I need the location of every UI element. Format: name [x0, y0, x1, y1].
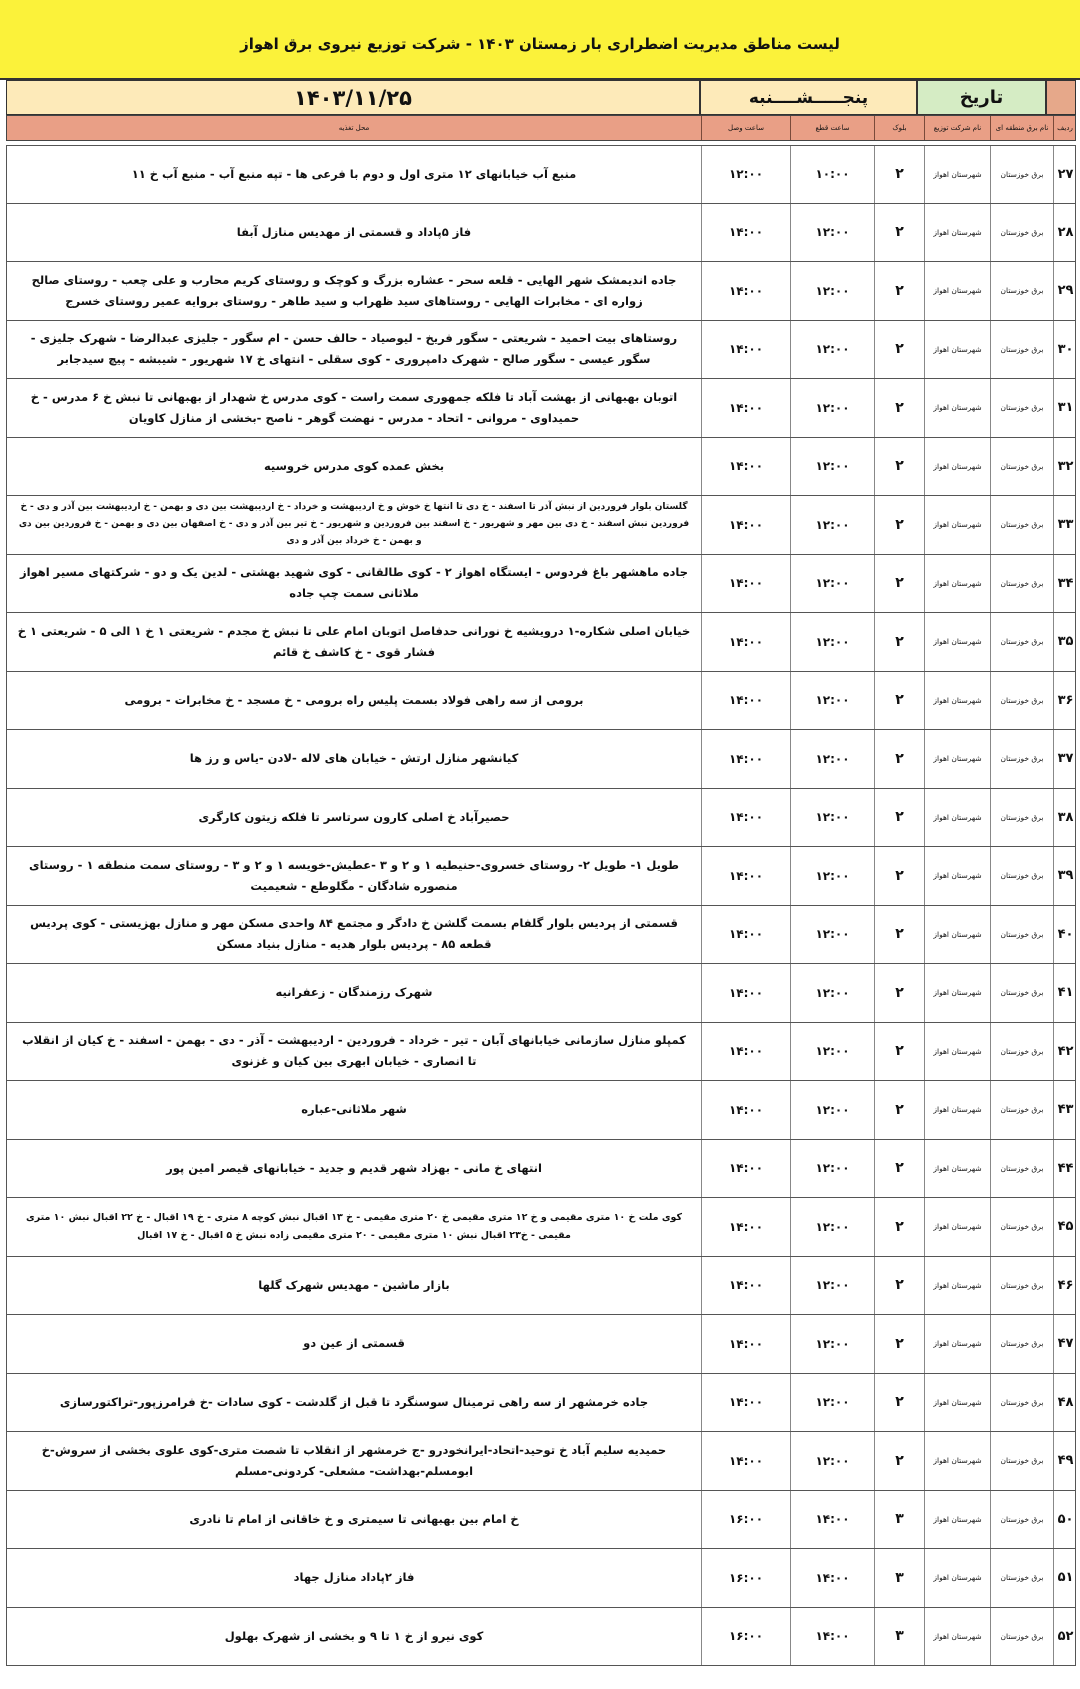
block-cell: ۲: [874, 262, 924, 320]
block-cell: ۲: [874, 1374, 924, 1432]
connect-time-cell: ۱۴:۰۰: [701, 438, 790, 496]
block-cell: ۲: [874, 496, 924, 554]
table-row: [6, 1374, 1076, 1433]
company-cell: شهرستان اهواز: [924, 1374, 990, 1432]
table-row: [6, 1257, 1076, 1316]
col-company: نام شرکت توزیع: [924, 116, 990, 140]
company-cell: شهرستان اهواز: [924, 730, 990, 788]
table-row: [6, 964, 1076, 1023]
region-cell: برق خوزستان: [990, 613, 1053, 671]
row-number-cell: ۳۶: [1053, 672, 1077, 730]
region-cell: برق خوزستان: [990, 1608, 1053, 1666]
company-cell: شهرستان اهواز: [924, 1023, 990, 1081]
location-cell: حمیدیه سلیم آباد خ توحید-اتحاد-ایرانخودرو -ج خرمشهر از انقلاب تا شصت متری-کوی علوی بخشی از سروش-خ ابومسلم-بهداشت- مشعلی- کردونی-مسلم: [41, 1442, 667, 1478]
region-cell: برق خوزستان: [990, 204, 1053, 262]
row-number-cell: ۳۸: [1053, 789, 1077, 847]
company-cell: شهرستان اهواز: [924, 613, 990, 671]
company-cell: شهرستان اهواز: [924, 847, 990, 905]
region-cell: برق خوزستان: [990, 1549, 1053, 1607]
row-number-cell: ۳۴: [1053, 555, 1077, 613]
corner-cell: [1046, 80, 1076, 115]
location-cell: کیانشهر منازل ارتش - خیابان های لاله -لادن -یاس و رز ها: [189, 751, 519, 766]
company-cell: شهرستان اهواز: [924, 1198, 990, 1256]
location-cell: خیابان اصلی شکاره-۱ درویشیه خ نورانی حدفاصل اتوبان امام علی تا نبش خ مجدم - شریعتی ۱ خ ۱ الی ۵ - شریعتی ۱ خ فشار قوی - خ کاشف خ قائم: [17, 623, 691, 659]
cut-time-cell: ۱۲:۰۰: [790, 847, 874, 905]
company-cell: شهرستان اهواز: [924, 906, 990, 964]
cut-time-cell: ۱۰:۰۰: [790, 146, 874, 203]
cut-time-cell: ۱۲:۰۰: [790, 1257, 874, 1315]
region-cell: برق خوزستان: [990, 1198, 1053, 1256]
connect-time-cell: ۱۴:۰۰: [701, 789, 790, 847]
connect-time-cell: ۱۴:۰۰: [701, 555, 790, 613]
region-cell: برق خوزستان: [990, 1023, 1053, 1081]
block-cell: ۲: [874, 847, 924, 905]
cut-time-cell: ۱۲:۰۰: [790, 262, 874, 320]
company-cell: شهرستان اهواز: [924, 379, 990, 437]
connect-time-cell: ۱۴:۰۰: [701, 1081, 790, 1139]
connect-time-cell: ۱۴:۰۰: [701, 1023, 790, 1081]
region-cell: برق خوزستان: [990, 964, 1053, 1022]
cut-time-cell: ۱۲:۰۰: [790, 321, 874, 379]
col-region: نام برق منطقه ای: [990, 116, 1053, 140]
table-row: [6, 321, 1076, 380]
block-cell: ۲: [874, 204, 924, 262]
region-cell: برق خوزستان: [990, 321, 1053, 379]
connect-time-cell: ۱۶:۰۰: [701, 1608, 790, 1666]
table-row: [6, 1023, 1076, 1082]
location-cell: بخش عمده کوی مدرس خروسیه: [263, 458, 445, 473]
region-cell: برق خوزستان: [990, 146, 1053, 203]
connect-time-cell: ۱۴:۰۰: [701, 730, 790, 788]
cut-time-cell: ۱۲:۰۰: [790, 1198, 874, 1256]
region-cell: برق خوزستان: [990, 730, 1053, 788]
table-row: [6, 496, 1076, 555]
row-number-cell: ۴۹: [1053, 1432, 1077, 1490]
table-row: [6, 906, 1076, 965]
block-cell: ۲: [874, 906, 924, 964]
cut-time-cell: ۱۲:۰۰: [790, 1023, 874, 1081]
table-row: [6, 730, 1076, 789]
location-cell: شهر ملاثانی-عباره: [301, 1102, 407, 1117]
block-cell: ۲: [874, 1023, 924, 1081]
cut-time-cell: ۱۲:۰۰: [790, 555, 874, 613]
region-cell: برق خوزستان: [990, 1374, 1053, 1432]
connect-time-cell: ۱۴:۰۰: [701, 204, 790, 262]
row-number-cell: ۴۸: [1053, 1374, 1077, 1432]
table-row: [6, 145, 1076, 204]
table-row: [6, 204, 1076, 263]
row-number-cell: ۴۰: [1053, 906, 1077, 964]
location-cell: برومی از سه راهی فولاد بسمت پلیس راه برومی - خ مسجد - خ مخابرات - برومی: [124, 692, 584, 707]
location-cell: انتهای خ مانی - بهزاد شهر قدیم و جدید - خیابانهای قیصر امین پور: [166, 1160, 542, 1175]
cut-time-cell: ۱۲:۰۰: [790, 1374, 874, 1432]
location-cell: حصیرآباد خ اصلی کارون سرتاسر تا فلکه زیتون کارگری: [198, 809, 510, 824]
location-cell: فاز ۲پاداد منازل جهاد: [293, 1570, 415, 1585]
company-cell: شهرستان اهواز: [924, 262, 990, 320]
row-number-cell: ۳۷: [1053, 730, 1077, 788]
block-cell: ۲: [874, 1432, 924, 1490]
location-cell: جاده خرمشهر از سه راهی ترمینال سوسنگرد تا قبل از گلدشت - کوی سادات -خ فرامرزپور-تراکتورسازی: [59, 1394, 649, 1409]
table-row: [6, 613, 1076, 672]
outage-table: [6, 145, 1076, 1666]
connect-time-cell: ۱۴:۰۰: [701, 262, 790, 320]
block-cell: ۳: [874, 1549, 924, 1607]
location-cell: گلستان بلوار فروردین از نبش آذر تا اسفند - خ دی تا انتها خ خوش و خ اردیبهشت و خرداد - خ اردیبهشت بین دی و بهمن - خ اردیبهشت بین آذر و دی - خ فروردین نبش اسفند - خ دی بین مهر و شهریور - خ اسفند بین فروردین و شهریور - خ تیر بین آذر و دی - خ اصفهان بین دی و بهمن - خ فروردین بین دی و بهمن - خ خرداد بین آذر و دی: [18, 502, 690, 547]
block-cell: ۲: [874, 1081, 924, 1139]
connect-time-cell: ۱۴:۰۰: [701, 379, 790, 437]
connect-time-cell: ۱۴:۰۰: [701, 1198, 790, 1256]
connect-time-cell: ۱۶:۰۰: [701, 1491, 790, 1549]
location-cell: شهرک رزمندگان - زعفرانیه: [275, 985, 433, 1000]
column-header-row: [6, 115, 1076, 141]
cut-time-cell: ۱۴:۰۰: [790, 1491, 874, 1549]
col-connect-time: ساعت وصل: [701, 116, 790, 140]
row-number-cell: ۴۱: [1053, 964, 1077, 1022]
table-row: [6, 789, 1076, 848]
row-number-cell: ۴۲: [1053, 1023, 1077, 1081]
block-cell: ۳: [874, 1608, 924, 1666]
connect-time-cell: ۱۴:۰۰: [701, 1257, 790, 1315]
connect-time-cell: ۱۴:۰۰: [701, 1374, 790, 1432]
block-cell: ۲: [874, 672, 924, 730]
row-number-cell: ۴۵: [1053, 1198, 1077, 1256]
company-cell: شهرستان اهواز: [924, 1491, 990, 1549]
row-number-cell: ۲۷: [1053, 146, 1077, 203]
region-cell: برق خوزستان: [990, 1432, 1053, 1490]
location-cell: جاده اندیمشک شهر الهایی - قلعه سحر - عشاره بزرگ و کوچک و روستای کریم محارب و علی چعب - روستای صالح زواره ای - مخابرات الهایی - روستاهای سید ظهراب و سید طاهر - روستای بروایه عمیر روستای خسرج: [31, 272, 677, 308]
company-cell: شهرستان اهواز: [924, 964, 990, 1022]
location-cell: کوی نیرو از خ ۱ تا ۹ و بخشی از شهرک بهلول: [224, 1628, 484, 1643]
connect-time-cell: ۱۴:۰۰: [701, 496, 790, 554]
block-cell: ۲: [874, 146, 924, 203]
page-title: لیست مناطق مدیریت اضطراری بار زمستان ۱۴۰۳ - شرکت توزیع نیروی برق اهواز: [240, 35, 840, 53]
region-cell: برق خوزستان: [990, 555, 1053, 613]
table-row: [6, 1549, 1076, 1608]
cut-time-cell: ۱۲:۰۰: [790, 672, 874, 730]
location-cell: قسمتی از پردیس بلوار گلفام بسمت گلشن خ دادگر و مجتمع ۸۴ واحدی مسکن مهر و منازل بهزیستی - کوی پردیس قطعه ۸۵ - پردیس بلوار هدیه - منازل بنیاد مسکن: [30, 916, 678, 952]
region-cell: برق خوزستان: [990, 1081, 1053, 1139]
connect-time-cell: ۱۶:۰۰: [701, 1549, 790, 1607]
company-cell: شهرستان اهواز: [924, 1257, 990, 1315]
company-cell: شهرستان اهواز: [924, 1140, 990, 1198]
block-cell: ۲: [874, 1315, 924, 1373]
region-cell: برق خوزستان: [990, 1491, 1053, 1549]
location-cell: اتوبان بهبهانی از بهشت آباد تا فلکه جمهوری سمت راست - کوی مدرس خ شهدار از بهبهانی تا نبش خ ۶ مدرس - خ حمیداوی - مروانی - اتحاد - مدرس - نهضت گوهر - ناصح -بخشی از منازل کاویان: [30, 389, 678, 425]
block-cell: ۲: [874, 438, 924, 496]
region-cell: برق خوزستان: [990, 789, 1053, 847]
row-number-cell: ۲۸: [1053, 204, 1077, 262]
connect-time-cell: ۱۴:۰۰: [701, 964, 790, 1022]
company-cell: شهرستان اهواز: [924, 1549, 990, 1607]
location-cell: روستاهای بیت احمید - شریعتی - سگور فریخ - لیوصیاد - حالف حسن - ام سگور - جلیزی عبدالرضا - شهرک جلیزی - سگور عیسی - سگور صالح - شهرک دامپروری - کوی سقلی - انتهای خ ۱۷ شهریور - شیبشه - پیچ سیدجابر: [30, 331, 678, 367]
cut-time-cell: ۱۲:۰۰: [790, 496, 874, 554]
block-cell: ۲: [874, 1257, 924, 1315]
date-cell: ۱۴۰۳/۱۱/۲۵: [6, 80, 700, 115]
row-number-cell: ۵۱: [1053, 1549, 1077, 1607]
company-cell: شهرستان اهواز: [924, 789, 990, 847]
block-cell: ۲: [874, 730, 924, 788]
block-cell: ۲: [874, 1140, 924, 1198]
cut-time-cell: ۱۲:۰۰: [790, 1432, 874, 1490]
region-cell: برق خوزستان: [990, 672, 1053, 730]
company-cell: شهرستان اهواز: [924, 1081, 990, 1139]
company-cell: شهرستان اهواز: [924, 1432, 990, 1490]
table-row: [6, 262, 1076, 321]
table-row: [6, 1491, 1076, 1550]
col-block: بلوک: [874, 116, 924, 140]
company-cell: شهرستان اهواز: [924, 146, 990, 203]
weekday-cell: پنجـــــشــــنبه: [700, 80, 917, 115]
cut-time-cell: ۱۴:۰۰: [790, 1608, 874, 1666]
block-cell: ۲: [874, 613, 924, 671]
location-cell: خ امام بین بهبهانی تا سیمتری و خ خاقانی از امام تا نادری: [189, 1511, 519, 1526]
cut-time-cell: ۱۲:۰۰: [790, 1081, 874, 1139]
row-number-cell: ۴۷: [1053, 1315, 1077, 1373]
block-cell: ۲: [874, 789, 924, 847]
cut-time-cell: ۱۲:۰۰: [790, 789, 874, 847]
region-cell: برق خوزستان: [990, 262, 1053, 320]
cut-time-cell: ۱۲:۰۰: [790, 730, 874, 788]
row-number-cell: ۳۹: [1053, 847, 1077, 905]
region-cell: برق خوزستان: [990, 438, 1053, 496]
company-cell: شهرستان اهواز: [924, 438, 990, 496]
connect-time-cell: ۱۴:۰۰: [701, 1140, 790, 1198]
cut-time-cell: ۱۲:۰۰: [790, 964, 874, 1022]
location-cell: کمپلو منازل سازمانی خیابانهای آبان - تیر - خرداد - فروردین - اردیبهشت - آذر - دی - بهمن - اسفند - خ کیان از انقلاب تا انصاری - خیابان ابهری بین کیان و غزنوی: [22, 1033, 686, 1069]
row-number-cell: ۳۵: [1053, 613, 1077, 671]
location-cell: منبع آب خیابانهای ۱۲ متری اول و دوم با فرعی ها - تپه منبع آب - منبع آب خ ۱۱: [131, 166, 577, 181]
block-cell: ۳: [874, 1491, 924, 1549]
col-row-no: ردیف: [1053, 116, 1076, 140]
region-cell: برق خوزستان: [990, 496, 1053, 554]
region-cell: برق خوزستان: [990, 906, 1053, 964]
table-row: [6, 672, 1076, 731]
row-number-cell: ۴۶: [1053, 1257, 1077, 1315]
table-row: [6, 1081, 1076, 1140]
company-cell: شهرستان اهواز: [924, 1315, 990, 1373]
cut-time-cell: ۱۲:۰۰: [790, 1315, 874, 1373]
connect-time-cell: ۱۴:۰۰: [701, 321, 790, 379]
row-number-cell: ۳۰: [1053, 321, 1077, 379]
connect-time-cell: ۱۴:۰۰: [701, 672, 790, 730]
cut-time-cell: ۱۲:۰۰: [790, 204, 874, 262]
row-number-cell: ۵۰: [1053, 1491, 1077, 1549]
location-cell: طویل ۱- طویل ۲- روستای خسروی-حنیطیه ۱ و ۲ و ۳ -عطیش-خویسه ۱ و ۲ و ۳ - روستای سمت منطقه ۱ - روستای منصوره شادگان - مگلوطع - شعیمیت: [29, 857, 679, 893]
company-cell: شهرستان اهواز: [924, 496, 990, 554]
block-cell: ۲: [874, 555, 924, 613]
cut-time-cell: ۱۴:۰۰: [790, 1549, 874, 1607]
block-cell: ۲: [874, 379, 924, 437]
company-cell: شهرستان اهواز: [924, 1608, 990, 1666]
table-row: [6, 1432, 1076, 1491]
location-cell: فاز ۵پاداد و قسمتی از مهدیس منازل آبفا: [236, 224, 472, 239]
cut-time-cell: ۱۲:۰۰: [790, 1140, 874, 1198]
region-cell: برق خوزستان: [990, 1315, 1053, 1373]
table-row: [6, 438, 1076, 497]
table-row: [6, 1140, 1076, 1199]
connect-time-cell: ۱۲:۰۰: [701, 146, 790, 203]
connect-time-cell: ۱۴:۰۰: [701, 1432, 790, 1490]
date-label-cell: تاریخ: [917, 80, 1046, 115]
location-cell: کوی ملت خ ۱۰ متری مقیمی و خ ۱۲ متری مقیمی خ ۲۰ متری مقیمی - خ ۱۳ اقبال نبش کوچه ۸ متری - خ ۱۹ اقبال - خ ۲۲ اقبال نبش ۱۰ متری مقیمی - خ۲۳ اقبال نبش ۱۰ متری مقیمی - ۲۰ متری مقیمی زاده نبش خ ۵ اقبال - خ ۱۷ اقبال: [25, 1211, 683, 1241]
table-row: [6, 555, 1076, 614]
cut-time-cell: ۱۲:۰۰: [790, 613, 874, 671]
company-cell: شهرستان اهواز: [924, 555, 990, 613]
location-cell: قسمتی از عین دو: [303, 1336, 405, 1351]
company-cell: شهرستان اهواز: [924, 204, 990, 262]
cut-time-cell: ۱۲:۰۰: [790, 438, 874, 496]
table-row: [6, 1198, 1076, 1257]
row-number-cell: ۳۲: [1053, 438, 1077, 496]
table-row: [6, 1608, 1076, 1667]
connect-time-cell: ۱۴:۰۰: [701, 613, 790, 671]
title-banner: [0, 0, 1080, 80]
connect-time-cell: ۱۴:۰۰: [701, 1315, 790, 1373]
table-row: [6, 1315, 1076, 1374]
row-number-cell: ۲۹: [1053, 262, 1077, 320]
connect-time-cell: ۱۴:۰۰: [701, 847, 790, 905]
region-cell: برق خوزستان: [990, 379, 1053, 437]
company-cell: شهرستان اهواز: [924, 321, 990, 379]
cut-time-cell: ۱۲:۰۰: [790, 906, 874, 964]
region-cell: برق خوزستان: [990, 1140, 1053, 1198]
col-location: محل تغذیه: [338, 124, 370, 132]
block-cell: ۲: [874, 1198, 924, 1256]
row-number-cell: ۳۳: [1053, 496, 1077, 554]
row-number-cell: ۳۱: [1053, 379, 1077, 437]
table-row: [6, 379, 1076, 438]
block-cell: ۲: [874, 964, 924, 1022]
company-cell: شهرستان اهواز: [924, 672, 990, 730]
cut-time-cell: ۱۲:۰۰: [790, 379, 874, 437]
region-cell: برق خوزستان: [990, 1257, 1053, 1315]
region-cell: برق خوزستان: [990, 847, 1053, 905]
row-number-cell: ۴۳: [1053, 1081, 1077, 1139]
row-number-cell: ۵۲: [1053, 1608, 1077, 1666]
location-cell: جاده ماهشهر باغ فردوس - ایستگاه اهواز ۲ - کوی طالقانی - کوی شهید بهشتی - لدین یک و دو - شرکتهای مسیر اهواز ملاثانی سمت چپ جاده: [19, 565, 689, 601]
connect-time-cell: ۱۴:۰۰: [701, 906, 790, 964]
table-row: [6, 847, 1076, 906]
block-cell: ۲: [874, 321, 924, 379]
location-cell: بازار ماشین - مهدیس شهرک گلها: [258, 1277, 450, 1292]
row-number-cell: ۴۴: [1053, 1140, 1077, 1198]
col-cut-time: ساعت قطع: [790, 116, 874, 140]
